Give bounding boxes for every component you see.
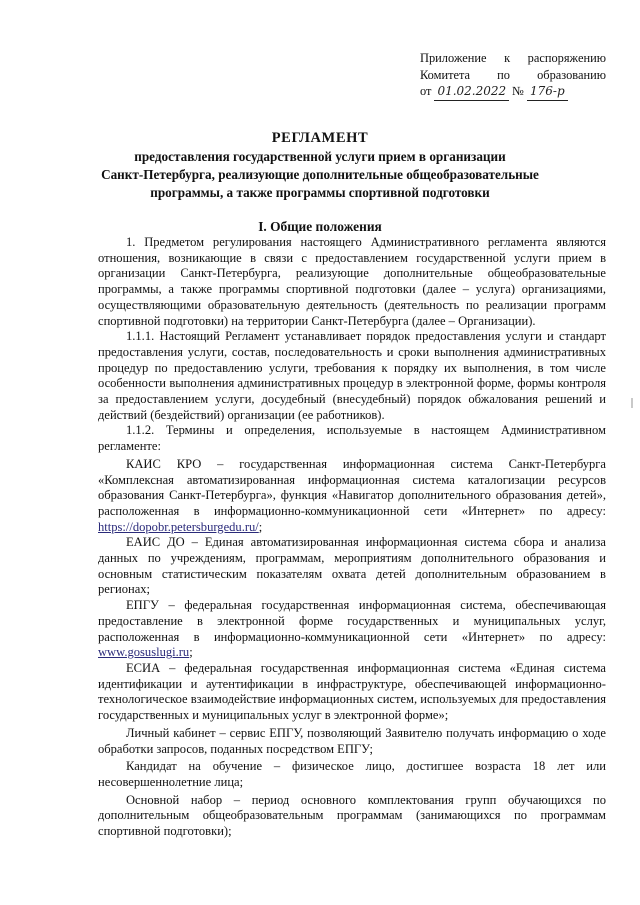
gosuslugi-link[interactable]: www.gosuslugi.ru: [98, 645, 190, 660]
approval-word: к: [504, 51, 511, 65]
handwritten-number: 176-р: [527, 83, 568, 101]
approval-word: Приложение: [420, 51, 487, 65]
subtitle-line: предоставления государственной услуги прием в организации: [134, 149, 506, 164]
approval-word: Комитета: [420, 67, 471, 82]
section-heading: I. Общие положения: [258, 219, 382, 234]
date-prefix: от: [420, 84, 432, 98]
number-label: №: [512, 84, 524, 98]
document-subtitle: [0, 148, 640, 202]
paragraph-1: 1. Предметом регулирования настоящего Административного регламента являются отношения, возникающие в связи с предоставлением государственной услуги прием в организации Санкт-Петербурга, реализующие дополнительные общеобразовательные программы, а также программы спортивной подготовки (далее – услуга) организациями, осуществляющими образовательную деятельность (деятельность по реализации программ спортивной подготовки) на территории Санкт-Петербурга (далее – Организации).: [98, 235, 606, 328]
subtitle-line: программы, а также программы спортивной подготовки: [150, 185, 490, 200]
subtitle-line: Санкт-Петербурга, реализующие дополнительные общеобразовательные: [101, 167, 539, 182]
term-esia: ЕСИА – федеральная государственная информационная система «Единая система идентификации и аутентификации в инфраструктуре, обеспечивающей информационно-технологическое взаимодействие информационных систем, используемых для предоставления государственных и муниципальных услуг в электронной форме»;: [98, 660, 606, 723]
term-epgu: [98, 598, 606, 661]
term-kais-kro: [98, 457, 606, 536]
paragraph-1-1-1: 1.1.1. Настоящий Регламент устанавливает порядок предоставления услуги и стандарт предоставления услуги, состав, последовательность и сроки выполнения административных процедур по предоставлению услуги, требования к порядку их выполнения, в том числе особенности выполнения административных процедур в электронной форме, формы контроля за предоставлением услуги, досудебный (внесудебный) порядок обжалования решений и действий (бездействий) организации (ее работников).: [98, 329, 606, 422]
document-body: [98, 235, 606, 840]
term-end: ;: [189, 645, 193, 660]
term-text: КАИС КРО – государственная информационная система Санкт-Петербурга «Комплексная автоматизированная информационная система каталогизации ресурсов образования Санкт-Петербурга», функция «Навигатор дополнительного образования детей», расположенная в информационно-коммуникационной сети «Интернет» по адресу:: [98, 456, 606, 518]
scan-mark: [631, 398, 633, 408]
approval-word: по: [497, 67, 510, 82]
term-personal-account: Личный кабинет – сервис ЕПГУ, позволяющий Заявителю получать информацию о ходе обработки запросов, поданных посредством ЕПГУ;: [98, 725, 606, 756]
term-eais-do: ЕАИС ДО – Единая автоматизированная информационная система сбора и анализа данных по учреждениям, программам, мероприятиям дополнительного образования и основным статистическим показателям охвата детей дополнительным образованием в регионах;: [98, 535, 606, 597]
handwritten-date: 01.02.2022: [434, 83, 509, 101]
term-candidate: Кандидат на обучение – физическое лицо, достигшее возраста 18 лет или несовершеннолетние лица;: [98, 759, 606, 789]
term-main-enrollment: Основной набор – период основного комплектования групп обучающихся по дополнительным общеобразовательным программам (занимающихся по программам спортивной подготовки);: [98, 792, 606, 839]
approval-line-2: [420, 67, 606, 84]
approval-word: образованию: [537, 67, 606, 82]
approval-word: распоряжению: [527, 51, 606, 65]
term-text: ЕПГУ – федеральная государственная информационная система, обеспечивающая предоставление в электронной форме государственных и муниципальных услуг, расположенная в информационно-коммуникационной сети «Интернет» по адресу:: [98, 598, 606, 644]
approval-line-1: [420, 50, 606, 67]
term-end: ;: [258, 519, 263, 534]
approval-block: [420, 50, 606, 101]
dopobr-link[interactable]: https://dopobr.petersburgedu.ru/: [98, 519, 259, 534]
paragraph-1-1-2: 1.1.2. Термины и определения, используемые в настоящем Административном регламенте:: [98, 423, 606, 454]
approval-date-line: [420, 83, 606, 101]
document-title: РЕГЛАМЕНТ: [271, 130, 369, 146]
